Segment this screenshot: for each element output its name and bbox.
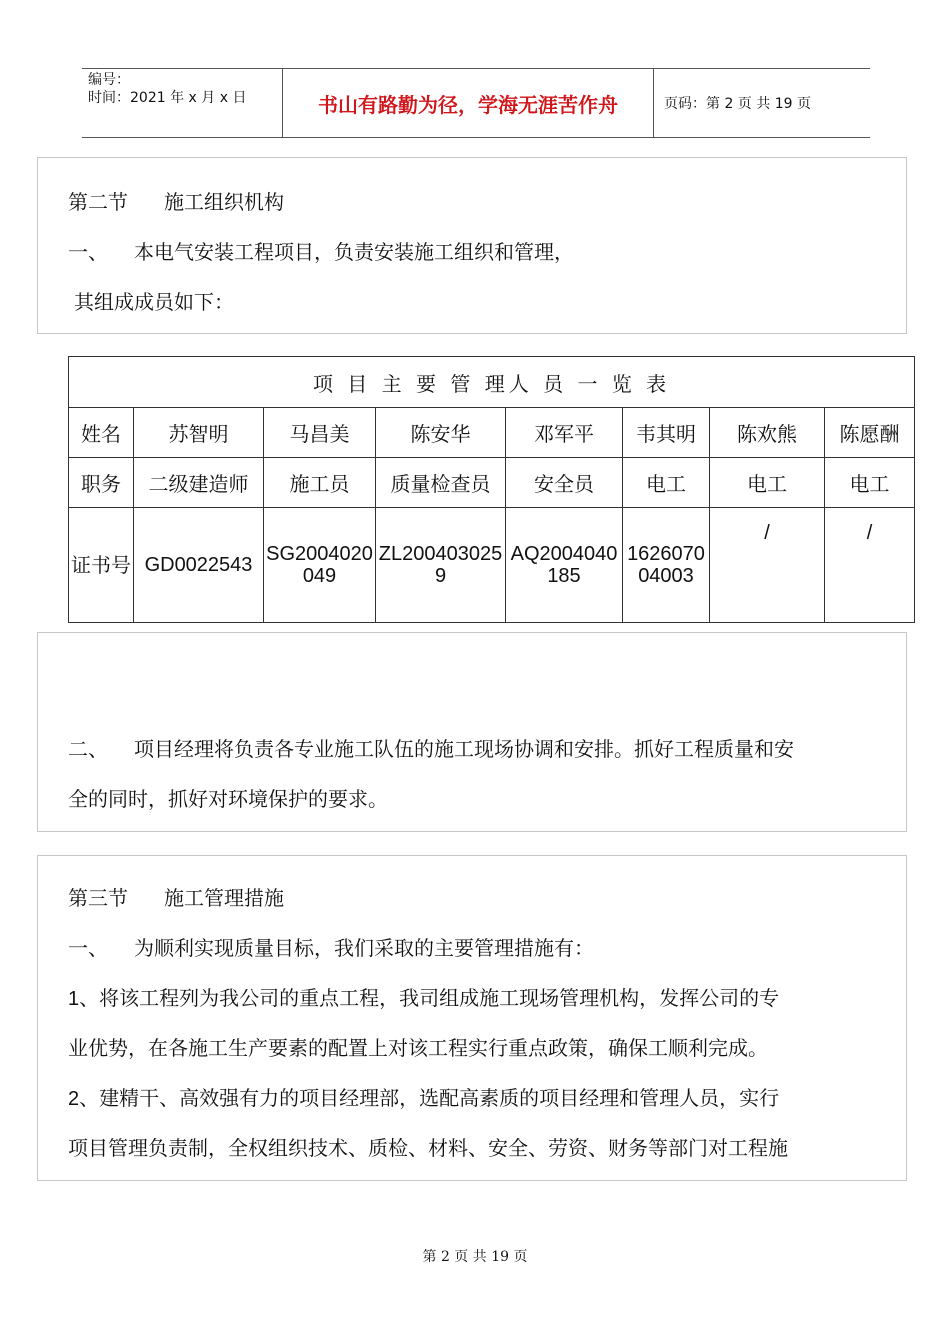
- measure-2-text: 、建精干、高效强有力的项目经理部，选配高素质的项目经理和管理人员，实行: [79, 1086, 780, 1110]
- table-cell: 马昌美: [264, 408, 376, 458]
- measure-2-number: 2: [68, 1088, 80, 1110]
- table-cell: ZL2004030259: [376, 508, 506, 623]
- staff-table: [68, 356, 915, 623]
- item-2-line-1: [68, 733, 794, 762]
- table-cell: AQ2004040185: [506, 508, 623, 623]
- table-cell: 电工: [623, 458, 710, 508]
- document-date-label: 时间：2021 年 x 月 x 日: [88, 90, 247, 106]
- section-3-intro-text: 为顺利实现质量目标，我们采取的主要管理措施有：: [134, 936, 594, 960]
- measure-1-text: 、将该工程列为我公司的重点工程，我司组成施工现场管理机构，发挥公司的专: [79, 986, 780, 1010]
- table-cell: 162607004003: [623, 508, 710, 623]
- table-cell: SG2004020049: [264, 508, 376, 623]
- item-2-number: 二、: [68, 737, 108, 761]
- table-cell: /: [710, 508, 825, 623]
- page-header: [82, 68, 870, 138]
- item-1-number: 一、: [68, 240, 108, 264]
- table-cell: 施工员: [264, 458, 376, 508]
- table-cell: 陈安华: [376, 408, 506, 458]
- measure-1-line-1: [68, 982, 779, 1011]
- section-3-heading: 施工管理措施: [164, 886, 284, 910]
- table-cell: 苏智明: [134, 408, 264, 458]
- section-3-title: [68, 882, 284, 911]
- table-cell: 职务: [69, 458, 134, 508]
- table-cell: 陈愿酬: [825, 408, 915, 458]
- section-2-heading: 施工组织机构: [164, 190, 284, 214]
- section-2-box: [37, 157, 907, 334]
- section-2-item-1-continuation: 其组成成员如下：: [74, 290, 234, 314]
- section-2-item-1: [68, 236, 574, 265]
- section-3-intro: [68, 932, 594, 961]
- table-row-certificate: [69, 508, 915, 623]
- header-motto: 书山有路勤为径，学海无涯苦作舟: [282, 69, 654, 137]
- item-1-text: 本电气安装工程项目，负责安装施工组织和管理，: [134, 240, 574, 264]
- section-2-number: 第二节: [68, 190, 128, 214]
- table-cell: 二级建造师: [134, 458, 264, 508]
- measure-1-line-2: 业优势，在各施工生产要素的配置上对该工程实行重点政策，确保工顺利完成。: [68, 1036, 768, 1060]
- table-cell: 安全员: [506, 458, 623, 508]
- item-2-text: 项目经理将负责各专业施工队伍的施工现场协调和安排。抓好工程质量和安: [134, 737, 794, 761]
- table-row-position: [69, 458, 915, 508]
- table-cell: 电工: [710, 458, 825, 508]
- section-3-box: [37, 855, 907, 1181]
- document-number-label: 编号：: [88, 72, 130, 88]
- header-page-info: 页码：第 2 页 共 19 页: [664, 96, 811, 112]
- section-2-title: [68, 186, 284, 215]
- table-cell: 电工: [825, 458, 915, 508]
- measure-1-number: 1: [68, 988, 80, 1010]
- section-3-intro-number: 一、: [68, 936, 108, 960]
- item-2-box: [37, 632, 907, 832]
- table-cell: 陈欢熊: [710, 408, 825, 458]
- table-cell: 质量检查员: [376, 458, 506, 508]
- table-cell: 邓军平: [506, 408, 623, 458]
- table-cell: 姓名: [69, 408, 134, 458]
- section-3-number: 第三节: [68, 886, 128, 910]
- header-meta: [82, 69, 282, 137]
- page-footer: 第 2 页 共 19 页: [422, 1249, 528, 1265]
- measure-2-line-1: [68, 1082, 779, 1111]
- table-caption: 项 目 主 要 管 理人 员 一 览 表: [69, 357, 915, 408]
- table-cell: GD0022543: [134, 508, 264, 623]
- measure-2-line-2: 项目管理负责制，全权组织技术、质检、材料、安全、劳资、财务等部门对工程施: [68, 1136, 788, 1160]
- table-cell: 韦其明: [623, 408, 710, 458]
- table-cell: 证书号: [69, 508, 134, 623]
- table-cell: /: [825, 508, 915, 623]
- table-row-name: [69, 408, 915, 458]
- item-2-line-2: 全的同时，抓好对环境保护的要求。: [68, 787, 388, 811]
